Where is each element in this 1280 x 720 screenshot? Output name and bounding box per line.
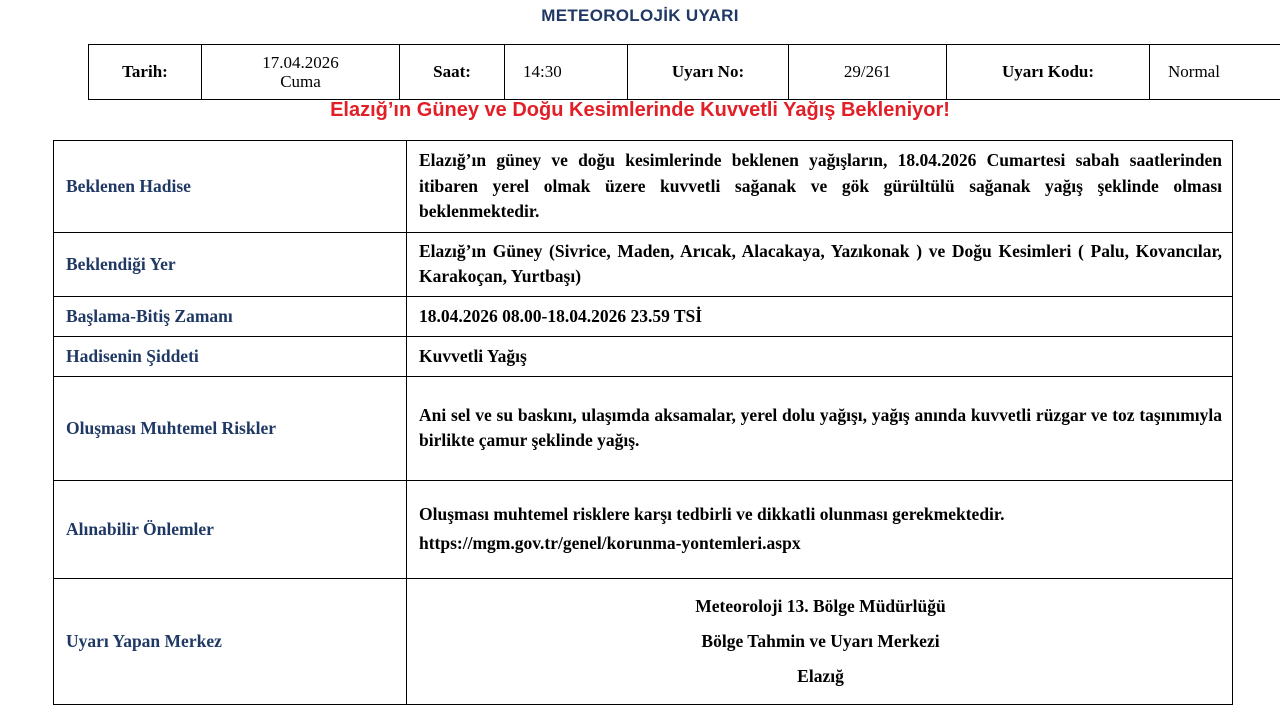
row-label-possible-risks: Oluşması Muhtemel Riskler bbox=[54, 376, 407, 480]
precautions-url-link[interactable]: https://mgm.gov.tr/genel/korunma-yontemleri.aspx bbox=[419, 533, 801, 554]
warning-code-value: Normal bbox=[1150, 45, 1280, 100]
precautions-text: Oluşması muhtemel risklere karşı tedbirli ve dikkatli olunması gerekmektedir. bbox=[419, 503, 1005, 524]
date-value bbox=[202, 45, 400, 100]
row-value-possible-risks: Ani sel ve su baskını, ulaşımda aksamalar, yerel dolu yağışı, yağış anında kuvvetli rüzgar ve toz taşınımıyla birlikte çamur şeklinde yağış. bbox=[407, 376, 1233, 480]
row-label-start-end-time: Başlama-Bitiş Zamanı bbox=[54, 296, 407, 336]
table-row bbox=[54, 141, 1233, 233]
warning-code-label: Uyarı Kodu: bbox=[947, 45, 1150, 100]
issuing-center-line-3: Elazığ bbox=[797, 666, 844, 687]
warning-meta-table bbox=[88, 44, 1280, 100]
warning-details-table bbox=[53, 140, 1233, 705]
warning-no-value: 29/261 bbox=[789, 45, 947, 100]
row-value-start-end-time: 18.04.2026 08.00-18.04.2026 23.59 TSİ bbox=[407, 296, 1233, 336]
time-value: 14:30 bbox=[505, 45, 628, 100]
page-title: METEOROLOJİK UYARI bbox=[541, 6, 739, 25]
row-value-event-severity: Kuvvetli Yağış bbox=[407, 336, 1233, 376]
table-row bbox=[54, 336, 1233, 376]
table-row bbox=[54, 376, 1233, 480]
date-label: Tarih: bbox=[89, 45, 202, 100]
table-row bbox=[54, 578, 1233, 704]
row-label-event-severity: Hadisenin Şiddeti bbox=[54, 336, 407, 376]
warning-headline: Elazığ’ın Güney ve Doğu Kesimlerinde Kuvvetli Yağış Bekleniyor! bbox=[330, 99, 950, 121]
row-label-precautions: Alınabilir Önlemler bbox=[54, 480, 407, 578]
row-value-expected-location: Elazığ’ın Güney (Sivrice, Maden, Arıcak, Alacakaya, Yazıkonak ) ve Doğu Kesimleri ( Palu, Kovancılar, Karakoçan, Yurtbaşı) bbox=[407, 233, 1233, 297]
time-label: Saat: bbox=[400, 45, 505, 100]
row-label-expected-location: Beklendiği Yer bbox=[54, 233, 407, 297]
row-value-issuing-center bbox=[407, 578, 1233, 704]
table-row bbox=[54, 296, 1233, 336]
warning-no-label: Uyarı No: bbox=[628, 45, 789, 100]
issuing-center-line-2: Bölge Tahmin ve Uyarı Merkezi bbox=[701, 631, 940, 652]
issuing-center-line-1: Meteoroloji 13. Bölge Müdürlüğü bbox=[695, 595, 946, 616]
row-value-precautions bbox=[407, 480, 1233, 578]
row-label-expected-event: Beklenen Hadise bbox=[54, 141, 407, 233]
date-value-text: 17.04.2026 bbox=[262, 52, 339, 72]
meta-row bbox=[89, 45, 1280, 100]
row-label-issuing-center: Uyarı Yapan Merkez bbox=[54, 578, 407, 704]
row-value-expected-event: Elazığ’ın güney ve doğu kesimlerinde beklenen yağışların, 18.04.2026 Cumartesi sabah saatlerinden itibaren yerel olmak üzere kuvvetli sağanak ve gök gürültülü sağanak yağış şeklinde olması beklenmektedir. bbox=[407, 141, 1233, 233]
table-row bbox=[54, 480, 1233, 578]
table-row bbox=[54, 233, 1233, 297]
date-weekday-text: Cuma bbox=[280, 72, 321, 91]
